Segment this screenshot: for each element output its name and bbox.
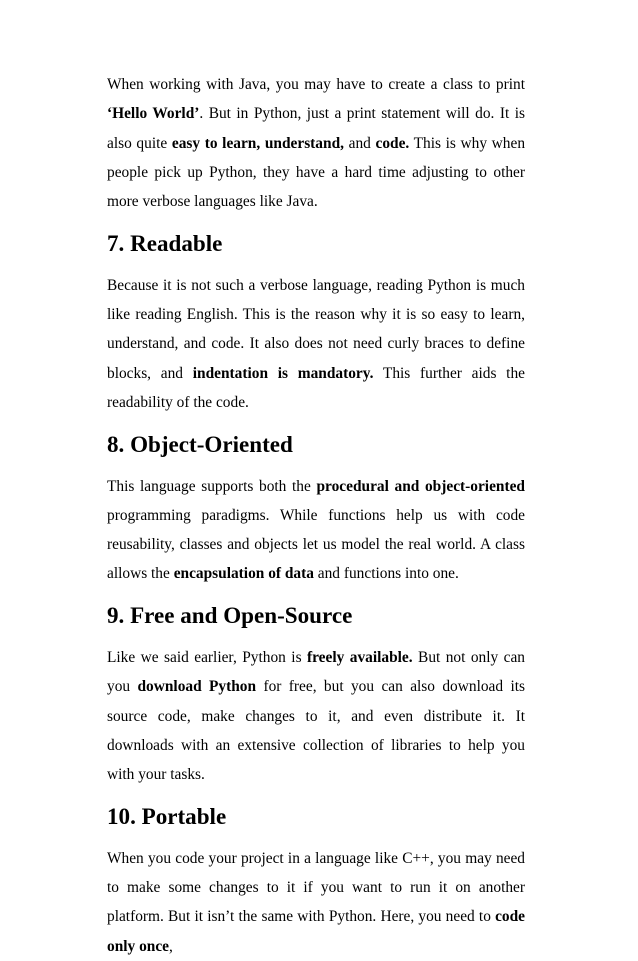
intro-bold-hello-world: ‘Hello World’	[107, 105, 200, 123]
free-open-source-paragraph	[107, 643, 525, 789]
free-text-1: Like we said earlier, Python is	[107, 649, 307, 667]
oo-text-1: This language supports both the	[107, 477, 317, 495]
portable-paragraph	[107, 844, 525, 961]
section-heading-readable: 7. Readable	[107, 230, 223, 256]
free-text-2: But not only can you	[107, 649, 525, 696]
oo-bold-procedural: procedural and object-oriented	[316, 477, 525, 495]
section-heading-portable: 10. Portable	[107, 803, 227, 830]
object-oriented-paragraph	[107, 472, 525, 589]
oo-bold-encapsulation: encapsulation of data	[173, 565, 314, 583]
intro-bold-code: code.	[375, 134, 410, 152]
section-heading-object-oriented: 8. Object-Oriented	[107, 430, 293, 457]
section-heading-free-open-source: 9. Free and Open-Source	[107, 602, 353, 629]
intro-text-1: When working with Java, you may have to create a class to print	[107, 76, 525, 93]
free-bold-freely-available: freely available.	[307, 649, 413, 667]
free-text-3: for free, but you can also download its source code, make changes to it, and even distribute it. It downloads with an extensive collection of libraries to help you with your tasks.	[107, 678, 525, 784]
readable-text-1: Because it is not such a verbose language, reading Python is much like reading English. This is the reason why it is so easy to learn, understand, and code. It also does not need curly braces to define blocks, and	[107, 276, 525, 382]
portable-text-1: When you code your project in a language like C++, you may need to make some changes to it if you want to run it on another platform. But it isn’t the same with Python. Here, you need to	[107, 849, 525, 926]
oo-text-3: and functions into one.	[313, 565, 459, 583]
intro-bold-easy: easy to learn, understand,	[171, 134, 344, 152]
portable-bold-code-only-once: code only once	[107, 908, 525, 955]
portable-text-2: ,	[169, 937, 173, 955]
readable-text-2: This further aids the readability of the code.	[107, 364, 525, 411]
oo-text-2: programming paradigms. While functions help us with code reusability, classes and objects let us model the real world. A class allows the	[107, 506, 525, 583]
intro-text-4: This is why when people pick up Python, they have a hard time adjusting to other more verbose languages like Java.	[107, 134, 526, 211]
intro-paragraph	[107, 70, 525, 217]
readable-paragraph	[107, 271, 525, 417]
free-bold-download-python: download Python	[137, 678, 257, 696]
intro-text-2: . But in Python, just a print statement will do. It is also quite	[107, 105, 525, 152]
document-page	[107, 70, 525, 961]
intro-text-3: and	[343, 134, 376, 152]
readable-bold-indentation: indentation is mandatory.	[192, 364, 374, 382]
